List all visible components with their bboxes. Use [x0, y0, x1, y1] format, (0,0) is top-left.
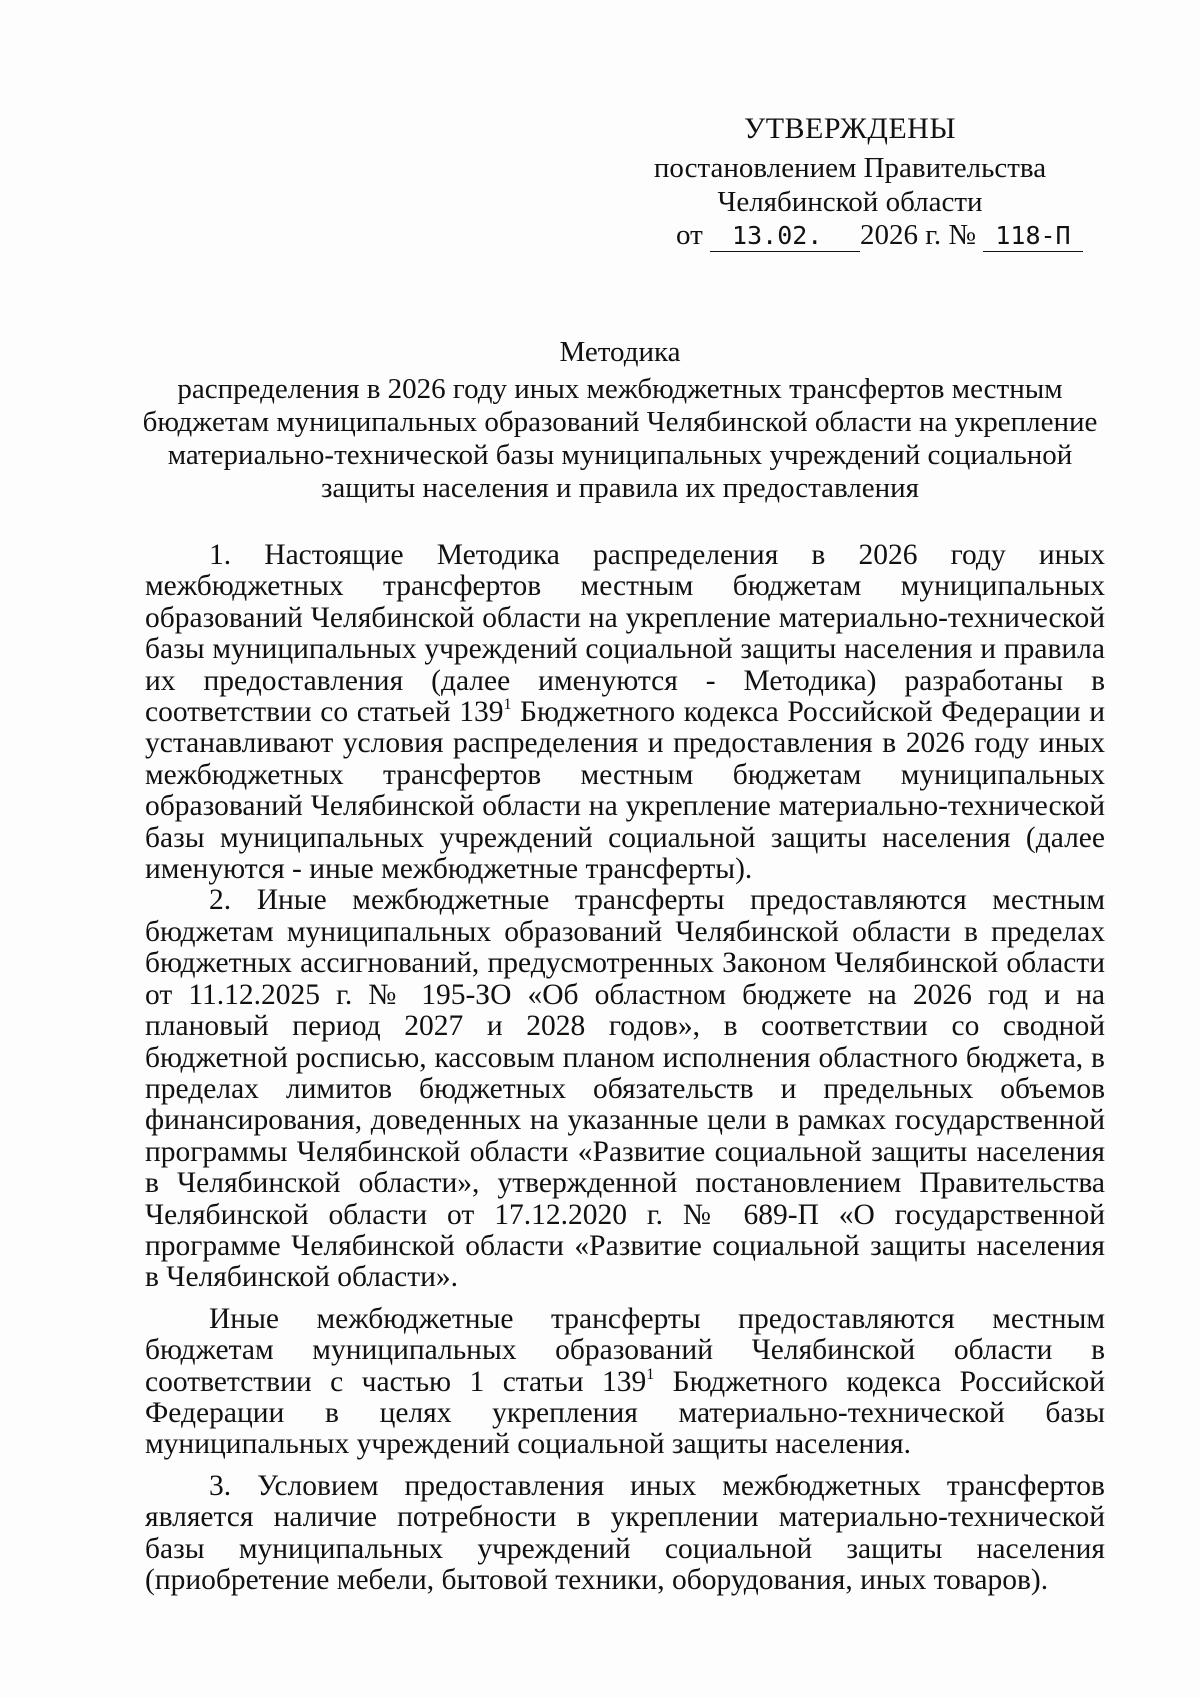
paragraph-3-superscript: 1 — [646, 1365, 655, 1383]
paragraph-1-text-b: Бюджетного кодекса Российской Федерации и устанавливают условия распределения и предоставления в 2026 году иных межбюджетных трансфертов местным бюджетам муниципальных образований Челябинской области на укрепление материально-технической базы муниципальных учреждений социальной защиты населения (далее именуются - иные межбюджетные трансферты). — [145, 696, 1105, 886]
year-number-text: 2026 г. № — [860, 219, 977, 251]
approval-date-line — [676, 216, 1096, 254]
paragraph-3-text-a: Иные межбюджетные трансферты предоставляются местным бюджетам муниципальных образований Челябинской области в соответствии с частью 1 статьи 139 — [145, 1302, 1105, 1398]
date-field: 13.02. — [710, 221, 860, 252]
paragraph-1 — [145, 540, 1105, 885]
date-prefix: от — [676, 219, 703, 251]
title-line-4: защиты населения и правила их предоставления — [320, 472, 920, 504]
approval-heading: УТВЕРЖДЕНЫ — [743, 112, 957, 145]
approval-line-region: Челябинской области — [717, 186, 983, 218]
document-title — [140, 336, 1100, 505]
paragraph-2: 2. Иные межбюджетные трансферты предоставляются местным бюджетам муниципальных образований Челябинской области в пределах бюджетных ассигнований, предусмотренных Законом Челябинской области от 11.12.2025 г. № 195-ЗО «Об областном бюджете на 2026 год и на плановый период 2027 и 2028 годов», в соответствии со сводной бюджетной росписью, кассовым планом исполнения областного бюджета, в пределах лимитов бюджетных обязательств и предельных объемов финансирования, доведенных на указанные цели в рамках государственной программы Челябинской области «Развитие социальной защиты населения в Челябинской области», утвержденной постановлением Правительства Челябинской области от 17.12.2020 г. № 689-П «О государственной программе Челябинской области «Развитие социальной защиты населения в Челябинской области». — [145, 884, 1105, 1294]
paragraph-4: 3. Условием предоставления иных межбюджетных трансфертов является наличие потребности в укреплении материально-технической базы муниципальных учреждений социальной защиты населения (приобретение мебели, бытовой техники, оборудования, иных товаров). — [145, 1469, 1105, 1596]
title-line-3: материально-технической базы муниципальных учреждений социальной — [167, 439, 1073, 471]
document-body — [145, 540, 1105, 1596]
paragraph-1-text-a: 1. Настоящие Методика распределения в 2026 году иных межбюджетных трансфертов местным бюджетам муниципальных образований Челябинской области на укрепление материально-технической базы муниципальных учреждений социальной защиты населения и правила их предоставления (далее именуются - Методика) разработаны в соответствии со статьей 139 — [145, 539, 1105, 729]
title-line-2: бюджетам муниципальных образований Челябинской области на укрепление — [142, 406, 1098, 438]
title-word: Методика — [559, 336, 681, 368]
paragraph-3 — [145, 1304, 1105, 1461]
title-line-1: распределения в 2026 году иных межбюджетных трансфертов местным — [177, 373, 1063, 405]
approval-line-resolution: постановлением Правительства — [653, 152, 1047, 184]
paragraph-1-superscript: 1 — [503, 696, 512, 714]
resolution-number-field: 118-П — [983, 221, 1083, 252]
approval-stamp-block — [600, 112, 1100, 219]
paragraph-3-text-b: Бюджетного кодекса Российской Федерации в целях укрепления материально-технической базы муниципальных учреждений социальной защиты населения. — [145, 1365, 1106, 1461]
